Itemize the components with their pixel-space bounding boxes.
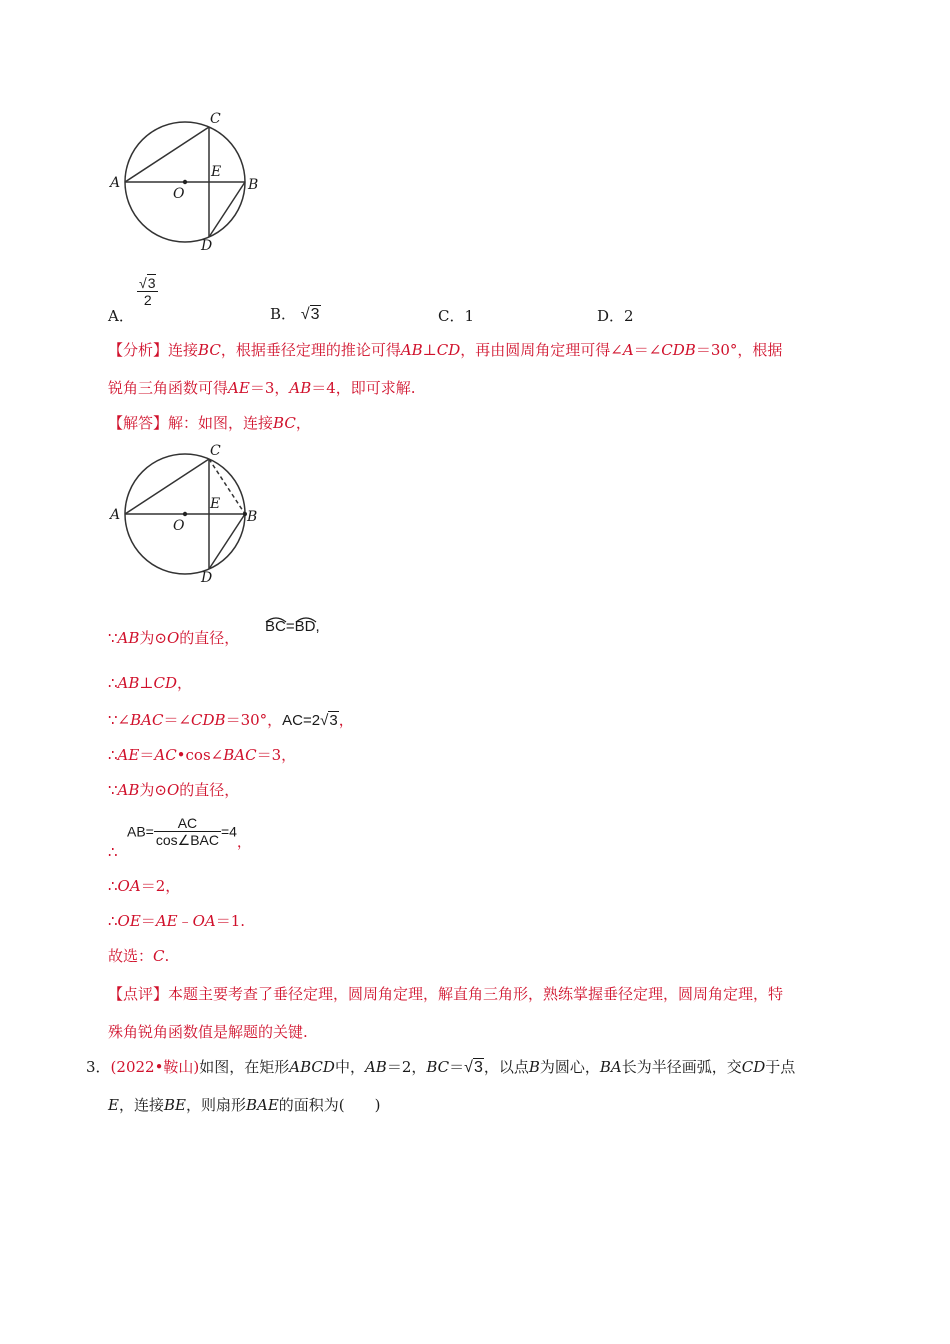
question-var: BE	[163, 1096, 186, 1114]
option-a-denominator: 2	[137, 291, 158, 308]
step-var: AB	[117, 781, 140, 799]
comment-tag: 【点评】	[108, 985, 169, 1003]
option-d-value: 2	[624, 307, 634, 325]
step-var: BAC	[223, 746, 257, 764]
step-var: OA	[192, 912, 216, 930]
step-text: ＝	[139, 746, 155, 764]
step-var: AE	[155, 912, 178, 930]
step-7	[108, 876, 180, 896]
question-text: 中，	[334, 1058, 365, 1076]
step-text: ＝3，	[256, 746, 297, 764]
analysis-tag: 【分析】	[108, 341, 169, 359]
fig1-label-a: A	[110, 175, 121, 191]
formula-lhs: AB=	[127, 823, 154, 840]
option-c[interactable]	[438, 305, 474, 326]
fig1-label-e: E	[211, 164, 222, 180]
step-var: AE	[117, 746, 140, 764]
solution-text: ，	[295, 414, 311, 432]
question-text: ，连接	[118, 1096, 164, 1114]
fig2-label-e: E	[210, 496, 221, 512]
step-text: 为⊙	[139, 629, 167, 647]
arc-bd-text: BD	[294, 618, 316, 635]
question-number: 3．	[86, 1058, 111, 1076]
analysis-text: 连接	[168, 341, 199, 359]
equals-sign: =	[285, 618, 295, 635]
step-2	[108, 673, 192, 693]
question-text: 于点	[765, 1058, 796, 1076]
analysis-var: AE	[228, 379, 250, 397]
fig1-label-b: B	[248, 177, 259, 193]
step-8	[108, 911, 245, 931]
step-var: BAC	[130, 711, 164, 729]
step-var: AB	[117, 674, 140, 692]
step-4	[108, 745, 296, 765]
step-var: OE	[117, 912, 141, 930]
arc-bc	[265, 618, 286, 635]
analysis-text: 锐角三角函数可得	[108, 379, 229, 397]
question-text: ＝2，	[386, 1058, 427, 1076]
option-b[interactable]: B． √3	[270, 305, 320, 323]
option-a-radicand: 3	[147, 275, 156, 291]
step-5	[108, 780, 239, 800]
step-var: OA	[117, 877, 141, 895]
formula-rhs: =4	[220, 823, 237, 840]
ac-value: AC=2	[282, 712, 321, 729]
analysis-line-1	[108, 340, 782, 360]
step-text: 的直径，	[179, 781, 240, 799]
step-text: •cos∠	[176, 746, 224, 764]
option-a-fraction: $\frac{√3}{2}$	[137, 275, 158, 308]
therefore-symbol: ∴	[108, 912, 118, 930]
comment-line-1	[108, 984, 783, 1004]
analysis-text: ＝4，即可求解.	[311, 379, 416, 397]
step-punct: ，	[338, 711, 354, 729]
step-punct: ，	[236, 834, 251, 851]
question-var: CD	[741, 1058, 766, 1076]
formula-fraction	[154, 815, 221, 848]
solution-var: BC	[273, 414, 296, 432]
choice-letter: C	[153, 947, 165, 965]
ac-radicand: 3	[329, 712, 338, 729]
option-a[interactable]	[108, 305, 134, 326]
step-6-symbol	[108, 842, 118, 862]
choice-text: 故选：	[108, 947, 154, 965]
fig1-label-o: O	[173, 186, 185, 202]
analysis-text: ＝∠	[633, 341, 662, 359]
arc-bd	[295, 618, 316, 635]
choice-punct: .	[164, 947, 170, 965]
question-var: BA	[599, 1058, 622, 1076]
step-3: ∵∠BAC＝∠CDB＝30°，AC=2√3，	[108, 711, 354, 729]
arc-bc-text: BC	[265, 618, 286, 635]
question-var: B	[528, 1058, 540, 1076]
option-c-letter: C．	[438, 307, 465, 325]
analysis-var: CDB	[661, 341, 696, 359]
question-text: 如图，在矩形	[199, 1058, 290, 1076]
step-var: O	[166, 629, 180, 647]
analysis-var: BC	[198, 341, 221, 359]
question-source: (2022•鞍山)	[110, 1058, 200, 1076]
step-text: ∠	[117, 711, 131, 729]
analysis-text: ，根据垂径定理的推论可得	[220, 341, 401, 359]
therefore-symbol: ∴	[108, 843, 118, 861]
comment-text: 本题主要考查了垂径定理，圆周角定理，解直角三角形，熟练掌握垂径定理，圆周角定理，特	[168, 985, 784, 1003]
perp-symbol: ⊥	[139, 674, 154, 692]
question-var: AB	[364, 1058, 387, 1076]
fig1-label-c: C	[210, 111, 221, 127]
therefore-symbol: ∴	[108, 877, 118, 895]
question-var: BC	[426, 1058, 450, 1076]
option-a-letter: A．	[108, 307, 134, 325]
step-text: 的直径，	[179, 629, 240, 647]
final-choice	[108, 946, 169, 966]
fig2-label-a: A	[110, 507, 121, 523]
comment-line-2	[108, 1022, 308, 1042]
question-text: 的面积为( )	[278, 1096, 381, 1114]
solution-tag: 【解答】	[108, 414, 169, 432]
option-d-letter: D．	[597, 307, 625, 325]
therefore-symbol: ∴	[108, 674, 118, 692]
ab-formula	[127, 815, 251, 852]
fig2-label-b: B	[247, 509, 258, 525]
option-c-value: 1	[464, 307, 475, 325]
because-symbol: ∵	[108, 711, 118, 729]
step-text: ﹣	[177, 912, 193, 930]
analysis-var: AB	[289, 379, 312, 397]
step-punct: ,	[315, 618, 320, 635]
analysis-var: AB⊥CD	[400, 341, 461, 359]
question-text: 为圆心，	[539, 1058, 600, 1076]
step-var: CDB	[191, 711, 226, 729]
step-text: ＝2，	[140, 877, 181, 895]
question-3-line-2	[108, 1095, 381, 1115]
step-text: ＝∠	[163, 711, 192, 729]
solution-text: 解：如图，连接	[168, 414, 274, 432]
analysis-text: ＝3，	[249, 379, 290, 397]
question-text: ，则扇形	[185, 1096, 246, 1114]
step-var: AC	[154, 746, 177, 764]
formula-numerator: AC	[177, 815, 198, 831]
question-radicand: 3	[473, 1059, 483, 1076]
step-text: 为⊙	[139, 781, 167, 799]
step-punct: ，	[177, 674, 193, 692]
step-1	[108, 628, 239, 648]
step-text: ＝1.	[215, 912, 246, 930]
arc-equality	[265, 618, 320, 635]
option-b-radicand: 3	[310, 306, 320, 323]
step-text: ＝	[140, 912, 156, 930]
because-symbol: ∵	[108, 629, 118, 647]
step-var: CD	[153, 674, 178, 692]
step-var: O	[166, 781, 180, 799]
therefore-symbol: ∴	[108, 746, 118, 764]
fig1-label-d: D	[201, 238, 213, 254]
fig2-label-o: O	[173, 518, 185, 534]
question-text: 长为半径画弧，交	[621, 1058, 742, 1076]
question-3-line-1: 3．(2022•鞍山)如图，在矩形ABCD中，AB＝2，BC＝√3，以点B为圆心，BA长为半径画弧，交CD于点	[86, 1058, 796, 1076]
fig2-label-c: C	[210, 443, 221, 459]
because-symbol: ∵	[108, 781, 118, 799]
analysis-line-2	[108, 378, 416, 398]
comment-text: 殊角锐角函数值是解题的关键.	[108, 1023, 308, 1041]
analysis-var: A	[622, 341, 634, 359]
formula-denominator: cos∠BAC	[155, 832, 219, 848]
analysis-text: ，再由圆周角定理可得∠	[460, 341, 623, 359]
step-var: AB	[117, 629, 140, 647]
question-text: ，以点	[483, 1058, 529, 1076]
question-text: ＝	[449, 1058, 465, 1076]
analysis-text: ＝30°，根据	[695, 341, 783, 359]
solution-intro	[108, 413, 311, 433]
step-text: ＝30°，	[225, 711, 283, 729]
question-var: BAE	[245, 1096, 279, 1114]
question-var: ABCD	[289, 1058, 335, 1076]
option-b-letter: B．	[270, 305, 297, 323]
question-var: E	[108, 1096, 119, 1114]
fig2-label-d: D	[201, 570, 213, 586]
option-d[interactable]	[597, 305, 634, 326]
